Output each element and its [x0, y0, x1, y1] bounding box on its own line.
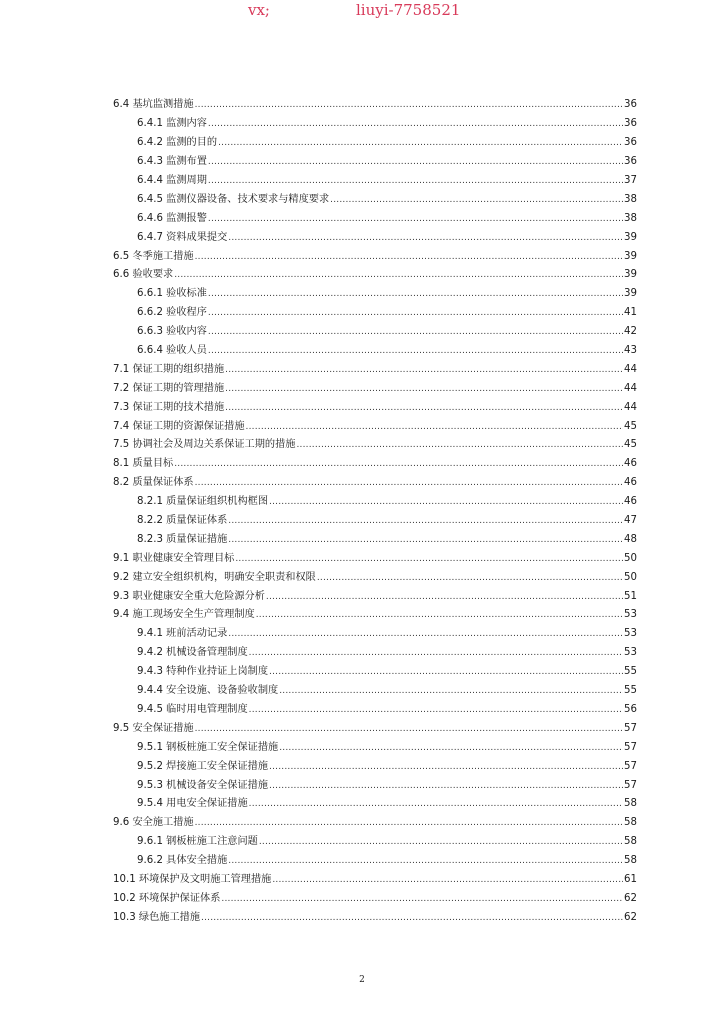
toc-entry[interactable]: [113, 852, 637, 871]
toc-entry[interactable]: [113, 776, 637, 795]
toc-entry[interactable]: [113, 493, 637, 512]
toc-dot-leader: [195, 477, 623, 489]
toc-entry-title: 7.1 保证工期的组织措施: [113, 363, 225, 375]
toc-entry[interactable]: [113, 134, 637, 153]
toc-entry[interactable]: [113, 209, 637, 228]
toc-entry[interactable]: [113, 757, 637, 776]
toc-dot-leader: [269, 666, 623, 678]
watermark-right-text: liuyi-7758521: [356, 1, 461, 19]
toc-entry-title: 10.2 环境保护保证体系: [113, 892, 221, 904]
toc-entry-page: 46: [624, 496, 637, 508]
toc-entry[interactable]: [113, 172, 637, 191]
toc-entry[interactable]: [113, 115, 637, 134]
toc-entry-title: 6.4.3 监测布置: [137, 156, 207, 168]
toc-entry[interactable]: [113, 871, 637, 890]
toc-dot-leader: [279, 742, 623, 754]
toc-dot-leader: [249, 704, 623, 716]
toc-entry[interactable]: [113, 530, 637, 549]
toc-entry-title: 9.4.4 安全设施、设备验收制度: [137, 685, 279, 697]
toc-entry[interactable]: [113, 247, 637, 266]
toc-entry-page: 50: [624, 552, 637, 564]
toc-dot-leader: [174, 269, 623, 281]
toc-entry-page: 42: [624, 326, 637, 338]
toc-dot-leader: [208, 213, 623, 225]
toc-entry-page: 62: [624, 911, 637, 923]
toc-entry-title: 8.2.2 质量保证体系: [137, 515, 228, 527]
toc-entry-title: 6.4.4 监测周期: [137, 175, 207, 186]
toc-dot-leader: [249, 798, 623, 810]
toc-entry-page: 53: [624, 609, 637, 621]
toc-entry-title: 8.1 质量目标: [113, 458, 174, 470]
toc-dot-leader: [221, 893, 623, 905]
toc-entry-page: 36: [624, 118, 637, 130]
toc-entry[interactable]: [113, 549, 637, 568]
toc-dot-leader: [195, 99, 623, 111]
toc-entry-title: 9.5.4 用电安全保证措施: [137, 798, 248, 810]
toc-entry-title: 9.6 安全施工措施: [113, 817, 194, 829]
toc-dot-leader: [208, 118, 623, 130]
toc-entry-title: 9.5.2 焊接施工安全保证措施: [137, 760, 269, 772]
toc-dot-leader: [208, 326, 623, 338]
toc-entry[interactable]: [113, 323, 637, 342]
watermark-left-text: vx;: [248, 1, 270, 19]
toc-entry-page: 57: [624, 741, 637, 753]
toc-entry-page: 61: [624, 873, 637, 885]
toc-entry-title: 7.2 保证工期的管理措施: [113, 382, 225, 394]
toc-entry-title: 6.4.1 监测内容: [137, 118, 207, 130]
toc-dot-leader: [317, 572, 623, 584]
toc-entry-title: 9.4.1 班前活动记录: [137, 628, 228, 640]
toc-entry[interactable]: [113, 190, 637, 209]
toc-entry[interactable]: [113, 398, 637, 417]
toc-entry-page: 36: [624, 137, 637, 149]
toc-dot-leader: [269, 496, 623, 508]
toc-entry-page: 50: [624, 571, 637, 583]
toc-dot-leader: [208, 288, 623, 300]
toc-entry[interactable]: [113, 625, 637, 644]
toc-entry-page: 57: [624, 760, 637, 772]
toc-entry-title: 9.5.3 机械设备安全保证措施: [137, 779, 269, 791]
toc-entry-page: 44: [624, 382, 637, 394]
toc-entry[interactable]: [113, 701, 637, 720]
toc-entry-title: 9.3 职业健康安全重大危险源分析: [113, 590, 265, 602]
toc-entry[interactable]: [113, 606, 637, 625]
toc-entry[interactable]: [113, 436, 637, 455]
toc-dot-leader: [235, 553, 623, 565]
toc-entry[interactable]: [113, 814, 637, 833]
toc-entry-title: 6.6.2 验收程序: [137, 307, 207, 319]
toc-entry-page: 53: [624, 647, 637, 659]
toc-entry[interactable]: [113, 304, 637, 323]
toc-dot-leader: [225, 383, 623, 395]
toc-entry[interactable]: [113, 663, 637, 682]
toc-entry[interactable]: [113, 96, 637, 115]
toc-dot-leader: [218, 137, 623, 149]
toc-entry-page: 36: [624, 156, 637, 168]
toc-dot-leader: [246, 421, 624, 433]
toc-entry-title: 6.5 冬季施工措施: [113, 250, 194, 262]
toc-entry-title: 8.2.1 质量保证组织机构框图: [137, 496, 269, 508]
toc-entry-page: 53: [624, 628, 637, 640]
toc-dot-leader: [195, 723, 623, 735]
table-of-contents: [113, 96, 637, 927]
toc-entry[interactable]: [113, 833, 637, 852]
toc-dot-leader: [228, 515, 623, 527]
toc-entry[interactable]: [113, 512, 637, 531]
toc-entry-page: 39: [624, 250, 637, 262]
toc-dot-leader: [256, 609, 623, 621]
toc-dot-leader: [208, 156, 623, 168]
toc-entry-page: 46: [624, 458, 637, 470]
toc-entry-title: 7.5 协调社会及周边关系保证工期的措施: [113, 439, 296, 451]
toc-dot-leader: [330, 194, 623, 206]
toc-dot-leader: [228, 855, 623, 867]
toc-entry[interactable]: [113, 455, 637, 474]
watermark: [0, 0, 724, 22]
toc-dot-leader: [272, 874, 623, 886]
toc-entry-title: 6.4 基坑监测措施: [113, 99, 194, 111]
toc-entry-title: 6.6.4 验收人员: [137, 345, 207, 357]
toc-dot-leader: [225, 364, 623, 376]
toc-dot-leader: [228, 232, 623, 244]
toc-entry-title: 6.4.6 监测报警: [137, 212, 207, 224]
toc-entry[interactable]: [113, 153, 637, 172]
toc-entry-title: 9.2 建立安全组织机构，明确安全职责和权限: [113, 571, 316, 583]
toc-entry-page: 47: [624, 515, 637, 527]
toc-entry-title: 6.6.3 验收内容: [137, 326, 207, 338]
toc-entry-title: 9.1 职业健康安全管理目标: [113, 552, 235, 564]
toc-dot-leader: [249, 647, 623, 659]
toc-entry-title: 8.2 质量保证体系: [113, 477, 194, 489]
toc-entry-page: 57: [624, 722, 637, 734]
toc-entry-page: 57: [624, 779, 637, 791]
toc-entry[interactable]: [113, 908, 637, 927]
toc-entry-page: 45: [624, 420, 637, 432]
toc-entry-title: 9.4.5 临时用电管理制度: [137, 703, 248, 715]
toc-entry-page: 46: [624, 477, 637, 489]
toc-entry[interactable]: [113, 644, 637, 663]
toc-entry[interactable]: [113, 738, 637, 757]
toc-entry-page: 58: [624, 817, 637, 829]
toc-entry-page: 39: [624, 288, 637, 300]
toc-dot-leader: [225, 402, 623, 414]
toc-entry-page: 38: [624, 212, 637, 224]
toc-dot-leader: [296, 439, 623, 451]
toc-entry-title: 6.6.1 验收标准: [137, 288, 207, 300]
toc-entry-page: 58: [624, 855, 637, 867]
toc-entry-title: 9.6.1 钢板桩施工注意问题: [137, 836, 258, 848]
toc-entry-title: 9.5 安全保证措施: [113, 722, 194, 734]
toc-dot-leader: [266, 591, 623, 603]
toc-entry[interactable]: [113, 587, 637, 606]
toc-entry-page: 55: [624, 685, 637, 697]
toc-entry[interactable]: [113, 342, 637, 361]
toc-entry-title: 9.4.3 特种作业持证上岗制度: [137, 666, 269, 678]
toc-entry-title: 9.6.2 具体安全措施: [137, 855, 228, 867]
toc-dot-leader: [174, 458, 623, 470]
page-number: 2: [359, 975, 365, 985]
toc-dot-leader: [208, 345, 623, 357]
toc-dot-leader: [228, 628, 623, 640]
toc-entry-page: 56: [624, 703, 637, 715]
toc-entry-page: 45: [624, 439, 637, 451]
toc-entry[interactable]: [113, 285, 637, 304]
toc-entry-page: 58: [624, 836, 637, 848]
toc-dot-leader: [208, 175, 623, 187]
toc-entry-page: 48: [624, 533, 637, 545]
toc-dot-leader: [259, 836, 623, 848]
toc-entry-page: 36: [624, 99, 637, 111]
toc-entry-title: 6.4.5 监测仪器设备、技术要求与精度要求: [137, 193, 330, 205]
toc-entry-page: 43: [624, 345, 637, 357]
toc-entry-title: 10.3 绿色施工措施: [113, 911, 201, 923]
toc-entry-page: 51: [624, 590, 637, 602]
toc-dot-leader: [208, 307, 623, 319]
toc-entry-page: 62: [624, 892, 637, 904]
toc-dot-leader: [201, 912, 623, 924]
toc-dot-leader: [269, 780, 623, 792]
toc-entry[interactable]: [113, 682, 637, 701]
toc-entry[interactable]: [113, 795, 637, 814]
toc-entry-title: 6.6 验收要求: [113, 269, 174, 281]
toc-entry[interactable]: [113, 719, 637, 738]
toc-entry-page: 39: [624, 231, 637, 243]
toc-entry-title: 6.4.2 监测的目的: [137, 137, 218, 149]
toc-entry-title: 8.2.3 质量保证措施: [137, 533, 228, 545]
toc-dot-leader: [269, 761, 623, 773]
toc-entry[interactable]: [113, 474, 637, 493]
toc-entry[interactable]: [113, 266, 637, 285]
toc-entry-title: 6.4.7 资料成果提交: [137, 231, 228, 243]
toc-entry-page: 55: [624, 666, 637, 678]
toc-entry[interactable]: [113, 379, 637, 398]
toc-entry[interactable]: [113, 360, 637, 379]
toc-dot-leader: [228, 534, 623, 546]
toc-entry-page: 41: [624, 307, 637, 319]
toc-entry-title: 7.3 保证工期的技术措施: [113, 401, 225, 413]
toc-entry-page: 37: [624, 175, 637, 186]
toc-entry[interactable]: [113, 568, 637, 587]
toc-entry[interactable]: [113, 228, 637, 247]
toc-entry-title: 9.4 施工现场安全生产管理制度: [113, 609, 255, 621]
toc-entry-page: 38: [624, 193, 637, 205]
toc-entry-page: 44: [624, 363, 637, 375]
toc-dot-leader: [279, 685, 623, 697]
toc-entry-page: 44: [624, 401, 637, 413]
toc-entry-page: 58: [624, 798, 637, 810]
toc-entry-title: 9.5.1 钢板桩施工安全保证措施: [137, 741, 279, 753]
toc-dot-leader: [195, 251, 623, 263]
toc-entry-title: 10.1 环境保护及文明施工管理措施: [113, 873, 272, 885]
toc-entry-page: 39: [624, 269, 637, 281]
toc-entry[interactable]: [113, 417, 637, 436]
toc-entry-title: 7.4 保证工期的资源保证措施: [113, 420, 245, 432]
toc-dot-leader: [195, 817, 623, 829]
toc-entry[interactable]: [113, 889, 637, 908]
toc-entry-title: 9.4.2 机械设备管理制度: [137, 647, 248, 659]
